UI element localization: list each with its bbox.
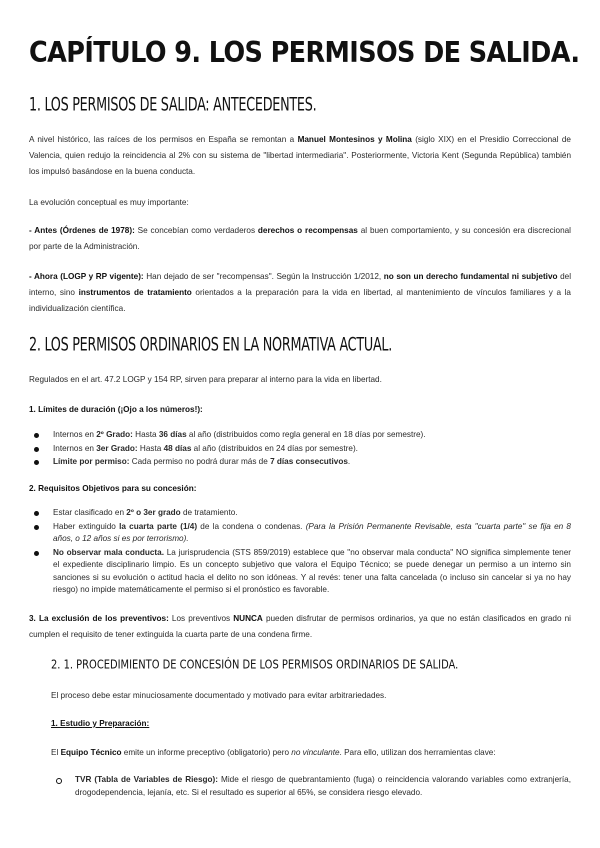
preventivos-paragraph: 3. La exclusión de los preventivos: Los preventivos NUNCA pueden disfrutar de permisos ordinarios, ya que no están clasificados en grado ni cumplen el requisito de tener extinguida la cuarta parte de una condena firme. (29, 614, 571, 639)
chapter-title: CAPÍTULO 9. LOS PERMISOS DE SALIDA. (29, 36, 580, 70)
s1-paragraph-before: - Antes (Órdenes de 1978): Se concebían como verdaderos derechos o recompensas al buen comportamiento, y su concesión era discrecional por parte de la Administración. (29, 226, 572, 251)
list-item: Internos en 2º Grado: Hasta 36 días al año (distribuidos como regla general en 18 días por semestre). (29, 429, 571, 442)
limits-title: 1. Límites de duración (¡Ojo a los números!): (29, 405, 203, 414)
list-item: Haber extinguido la cuarta parte (1/4) de la condena o condenas. (Para la Prisión Permanente Revisable, esta "cuarta parte" se fija en 8 años, o 12 años si es por terrorismo). (29, 521, 571, 546)
requirements-title: 2. Requisitos Objetivos para su concesión: (29, 484, 197, 493)
list-item: No observar mala conducta. La jurisprudencia (STS 859/2019) establece que "no observar mala conducta" NO significa simplemente tener el expediente disciplinario limpio. Es un concepto subjetivo que valora el Equipo Técnico; se puede denegar un permiso a un interno sin sanciones si su evolución o actitud hacia el delito no son idóneas. Y al revés: tener una falta cancelada (o incluso sin cancelar si ya no hay riesgo) no impide matemáticamente el permiso si el pronóstico es favorable. (29, 547, 571, 597)
s21-paragraph-equipo: El Equipo Técnico emite un informe preceptivo (obligatorio) pero no vinculante. Para ello, utilizan dos herramientas clave: (51, 748, 496, 757)
tools-list (51, 774, 571, 800)
bullet-icon (34, 447, 39, 452)
bullet-icon (34, 525, 39, 530)
s1-paragraph-history: A nivel histórico, las raíces de los permisos en España se remontan a Manuel Montesinos y Molina (siglo XIX) en el Presidio Correccional de Valencia, quien redujo la reincidencia al 2% con su sistema de "libertad intermediaria". Posteriormente, Victoria Kent (Segunda República) también los impulsó basándose en la buena conducta. (29, 135, 571, 176)
s2-intro: Regulados en el art. 47.2 LOGP y 154 RP, sirven para preparar al interno para la vida en libertad. (29, 375, 382, 384)
list-item: Internos en 3er Grado: Hasta 48 días al año (distribuidos en 24 días por semestre). (29, 443, 571, 456)
list-item: Estar clasificado en 2º o 3er grado de tratamiento. (29, 507, 571, 520)
hollow-bullet-icon (56, 778, 62, 784)
list-item: Límite por permiso: Cada permiso no podrá durar más de 7 días consecutivos. (29, 456, 571, 469)
s21-intro: El proceso debe estar minuciosamente documentado y motivado para evitar arbitrariedades. (51, 691, 387, 700)
bullet-icon (34, 551, 39, 556)
subsection-2-1-heading: 2. 1. PROCEDIMIENTO DE CONCESIÓN DE LOS PERMISOS ORDINARIOS DE SALIDA. (51, 657, 459, 672)
step-1-title: 1. Estudio y Preparación: (51, 719, 150, 728)
s1-paragraph-evolution: La evolución conceptual es muy importante: (29, 198, 189, 207)
bullet-icon (34, 511, 39, 516)
requirements-list (29, 507, 571, 598)
limits-list (29, 429, 571, 470)
bullet-icon (34, 460, 39, 465)
bullet-icon (34, 433, 39, 438)
section-2-heading: 2. LOS PERMISOS ORDINARIOS EN LA NORMATIVA ACTUAL. (29, 333, 393, 355)
section-1-heading: 1. LOS PERMISOS DE SALIDA: ANTECEDENTES. (29, 93, 317, 115)
s1-paragraph-now: - Ahora (LOGP y RP vigente): Han dejado de ser "recompensas". Según la Instrucción 1/2012, no son un derecho fundamental ni subjetivo del interno, sino instrumentos de tratamiento orientados a la preparación para la vida en libertad, al mantenimiento de vínculos familiares y a la individualización científica. (29, 272, 572, 313)
list-item: TVR (Tabla de Variables de Riesgo): Mide el riesgo de quebrantamiento (fuga) o reincidencia valorando variables como extranjería, drogodependencia, lejanía, etc. Si el resultado es superior al 65%, se considera riesgo elevado. (51, 774, 571, 799)
